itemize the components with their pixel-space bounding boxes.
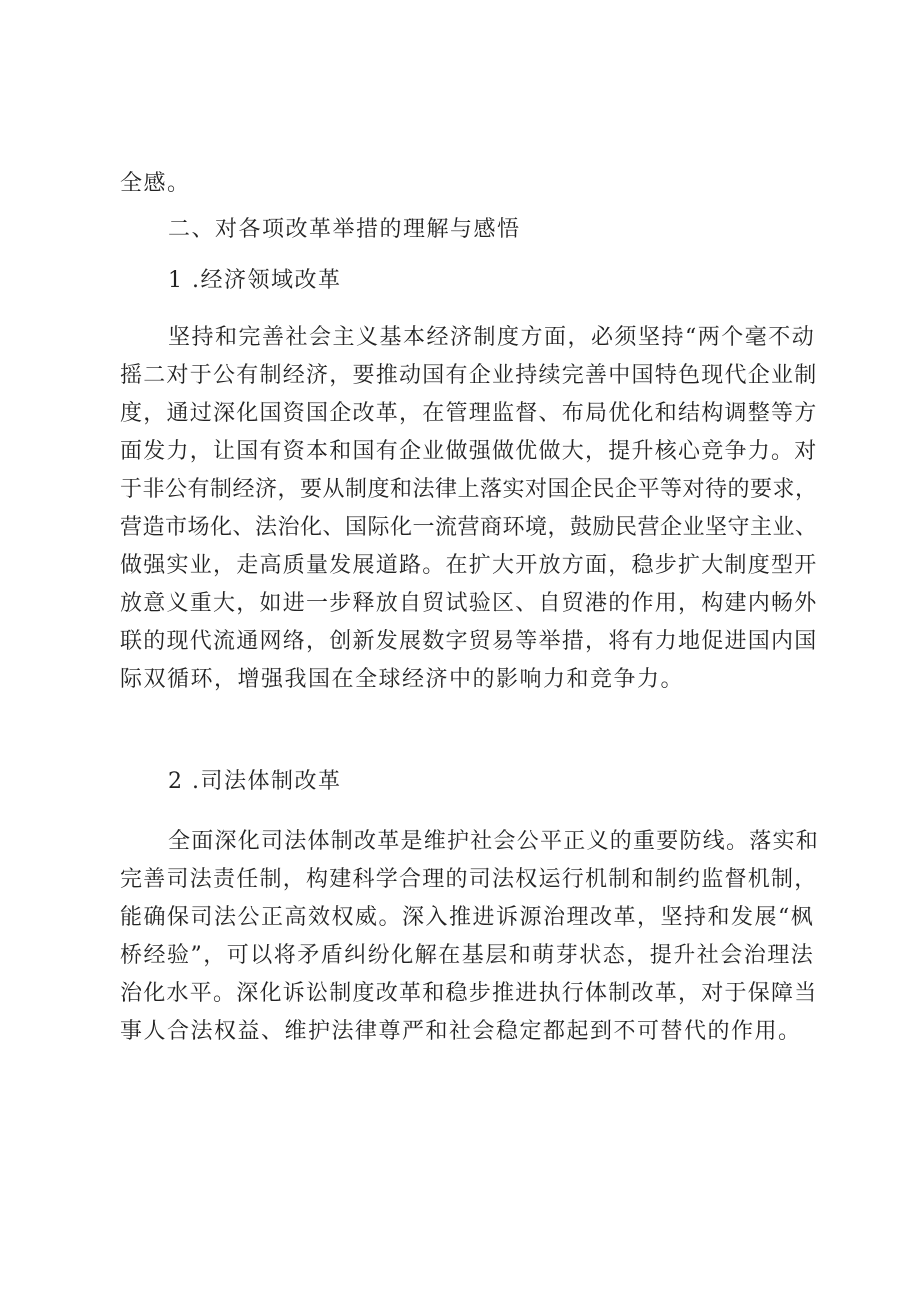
text-line: 能确保司法公正高效权威。深入推进诉源治理改革，坚持和发展“枫: [120, 905, 815, 930]
text-line: 桥经验”，可以将矛盾纠纷化解在基层和萌芽状态，提升社会治理法: [120, 943, 815, 968]
text-line: 事人合法权益、维护法律尊严和社会稳定都起到不可替代的作用。: [120, 1019, 802, 1044]
text-line: 完善司法责任制，构建科学合理的司法权运行机制和制约监督机制，: [120, 867, 818, 892]
text-line: 面发力，让国有资本和国有企业做强做优做大，提升核心竞争力。对: [120, 439, 818, 464]
paragraph-judicial: [120, 823, 820, 1051]
text-line: 坚持和完善社会主义基本经济制度方面，必须坚持“两个毫不动: [168, 325, 816, 350]
text-line: 治化水平。深化诉讼制度改革和稳步推进执行体制改革，对于保障当: [120, 981, 818, 1006]
text-line: 营造市场化、法治化、国际化一流营商环境，鼓励民营企业坚守主业、: [120, 515, 818, 540]
paragraph-economy: [120, 319, 820, 699]
text-line: 放意义重大，如进一步释放自贸试验区、自贸港的作用，构建内畅外: [120, 591, 818, 616]
lead-line: [120, 165, 820, 203]
text-line: 全面深化司法体制改革是维护社会公平正义的重要防线。落实和: [168, 829, 820, 854]
text-line: 度，通过深化国资国企改革，在管理监督、布局优化和结构调整等方: [120, 401, 818, 426]
subsection-title-economy: 1 .经济领域改革: [168, 268, 342, 293]
text-line: 联的现代流通网络，创新发展数字贸易等举措，将有力地促进国内国: [120, 629, 818, 654]
text-line: 际双循环，增强我国在全球经济中的影响力和竞争力。: [120, 667, 685, 692]
subsection-title-judicial: 2 .司法体制改革: [168, 769, 342, 794]
text-line: 做强实业，走高质量发展道路。在扩大开放方面，稳步扩大制度型开: [120, 553, 818, 578]
section-heading: 二、对各项改革举措的理解与感悟: [168, 217, 521, 242]
text-line: 于非公有制经济，要从制度和法律上落实对国企民企平等对待的要求，: [120, 477, 818, 502]
text-line: 摇二对于公有制经济，要推动国有企业持续完善中国特色现代企业制: [120, 363, 818, 388]
text-line: 全感。: [120, 171, 191, 196]
